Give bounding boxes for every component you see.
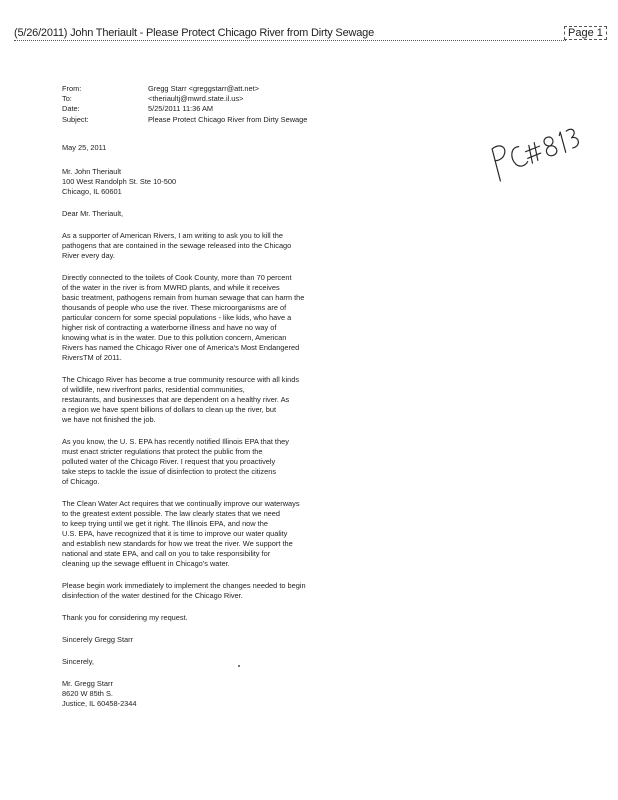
closing-line: Sincerely, <box>62 657 94 666</box>
paragraph-line: to the greatest extent possible. The law clearly states that we need <box>62 509 281 518</box>
paragraph-line: higher risk of contracting a waterborne illness and have no way of <box>62 323 277 332</box>
paragraph-line: U.S. EPA, have recognized that it is time to improve our water quality <box>62 529 288 538</box>
paragraph-2 <box>62 273 332 363</box>
thanks-line: Thank you for considering my request. <box>62 613 188 622</box>
paragraph-6 <box>62 581 332 601</box>
paragraph-line: particular concern for some special populations - like kids, who have a <box>62 313 292 322</box>
header-title: (5/26/2011) John Theriault - Please Protect Chicago River from Dirty Sewage <box>14 27 374 39</box>
paragraph-line: The Clean Water Act requires that we continually improve our waterways <box>62 499 300 508</box>
closing-line: Sincerely Gregg Starr <box>62 635 134 644</box>
email-meta <box>62 84 307 125</box>
paragraph-line: RiversTM of 2011. <box>62 353 122 362</box>
header-page-number: Page 1 <box>564 26 607 40</box>
paragraph-line: River every day. <box>62 251 115 260</box>
paragraph-4 <box>62 437 332 487</box>
meta-from <box>62 84 307 94</box>
meta-to <box>62 94 307 104</box>
paragraph-line: a region we have spent billions of dollars to clean up the river, but <box>62 405 277 414</box>
paragraph-3 <box>62 375 332 425</box>
scan-speck <box>238 665 240 667</box>
paragraph-5 <box>62 499 332 569</box>
recipient-line: Chicago, IL 60601 <box>62 187 122 196</box>
salutation: Dear Mr. Theriault, <box>62 209 124 218</box>
paragraph-line: Directly connected to the toilets of Cook County, more than 70 percent <box>62 273 292 282</box>
letter-date: May 25, 2011 <box>62 143 107 152</box>
paragraph-line: knowing what is in the water. Due to this pollution concern, American <box>62 333 287 342</box>
paragraph-line: of wildlife, new riverfront parks, residential communities, <box>62 385 245 394</box>
to-value: <theriaultj@mwrd.state.il.us> <box>148 94 244 104</box>
paragraph-line: As you know, the U. S. EPA has recently notified Illinois EPA that they <box>62 437 289 446</box>
paragraph-1 <box>62 231 332 261</box>
from-label: From: <box>62 84 82 93</box>
meta-subject <box>62 115 307 125</box>
paragraph-line: Please begin work immediately to implement the changes needed to begin <box>62 581 306 590</box>
date-value: 5/25/2011 11:36 AM <box>148 104 214 114</box>
paragraph-line: national and state EPA, and call on you to take responsibility for <box>62 549 271 558</box>
meta-date <box>62 104 307 114</box>
paragraph-line: we have not finished the job. <box>62 415 156 424</box>
handwritten-stamp <box>482 113 592 183</box>
to-label: To: <box>62 94 72 104</box>
signature-line: Mr. Gregg Starr <box>62 679 113 688</box>
paragraph-line: and establish new standards for how we treat the river. We support the <box>62 539 293 548</box>
from-value: Gregg Starr <greggstarr@att.net> <box>148 84 260 93</box>
signature-line: 8620 W 85th S. <box>62 689 113 698</box>
paragraph-line: The Chicago River has become a true community resource with all kinds <box>62 375 300 384</box>
subject-value: Please Protect Chicago River from Dirty Sewage <box>148 114 308 124</box>
paragraph-line: thousands of people who use the river. These microorganisms are of <box>62 303 287 312</box>
paragraph-line: cleaning up the sewage effluent in Chicago's water. <box>62 559 230 568</box>
signature-line: Justice, IL 60458-2344 <box>62 699 137 708</box>
header-rule <box>14 40 566 41</box>
paragraph-line: polluted water of the Chicago River. I request that you proactively <box>62 457 276 466</box>
paragraph-line: take steps to tackle the issue of disinfection to protect the citizens <box>62 467 277 476</box>
paragraph-line: As a supporter of American Rivers, I am writing to ask you to kill the <box>62 231 283 240</box>
letter-body <box>62 143 332 709</box>
paragraph-line: Rivers has named the Chicago River one of America's Most Endangered <box>62 343 300 352</box>
date-label: Date: <box>62 104 80 114</box>
paragraph-line: basic treatment, pathogens remain from human sewage that can harm the <box>62 293 305 302</box>
recipient-line: Mr. John Theriault <box>62 167 122 176</box>
recipient-line: 100 West Randolph St. Ste 10-500 <box>62 177 177 186</box>
subject-label: Subject: <box>62 114 89 124</box>
paragraph-line: disinfection of the water destined for the Chicago River. <box>62 591 243 600</box>
paragraph-line: restaurants, and businesses that are dependent on a healthy river. As <box>62 395 290 404</box>
paragraph-line: of Chicago. <box>62 477 100 486</box>
paragraph-line: pathogens that are contained in the sewage released into the Chicago <box>62 241 292 250</box>
paragraph-line: must enact stricter regulations that protect the public from the <box>62 447 263 456</box>
paragraph-line: to keep trying until we get it right. The Illinois EPA, and now the <box>62 519 268 528</box>
paragraph-line: of the water in the river is from MWRD plants, and while it receives <box>62 283 280 292</box>
